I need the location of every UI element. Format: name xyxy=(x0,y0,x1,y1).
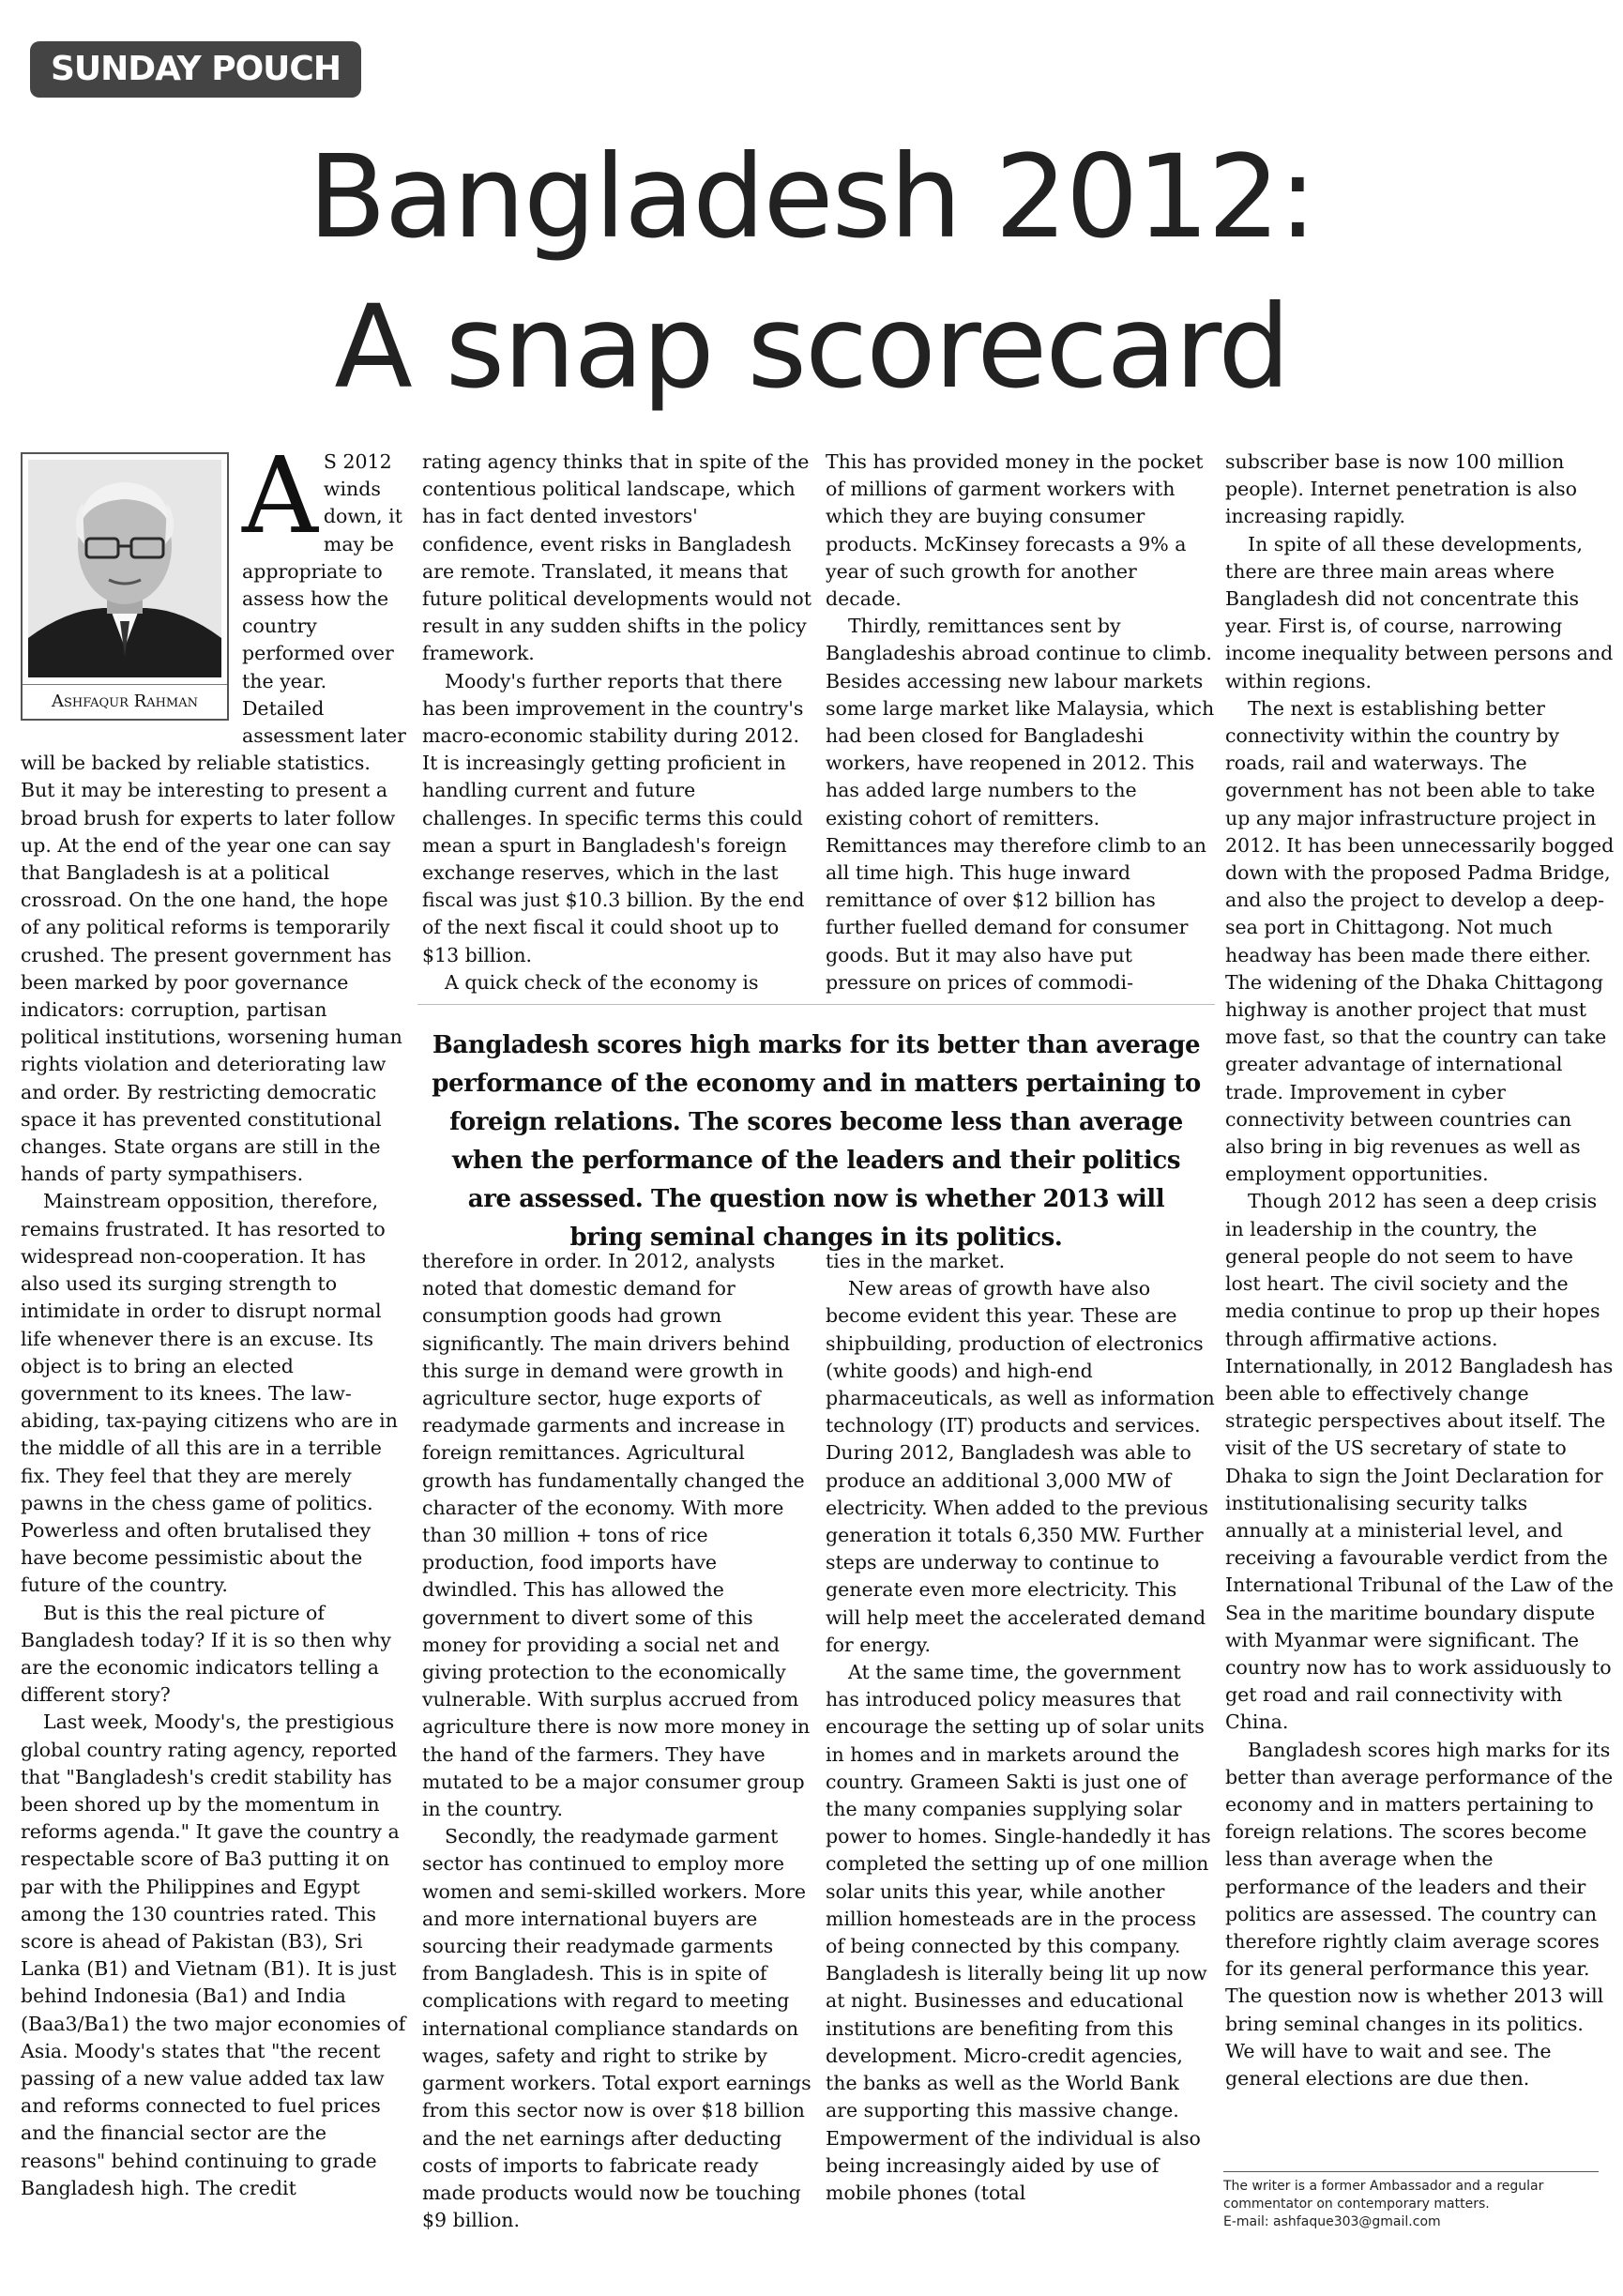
paragraph: therefore in order. In 2012, analysts noted that domestic demand for consumption goods had grown significantly. The main drivers behind this surge in demand were growth in agriculture sector, huge exports of readymade garments and increase in foreign remittances. Agricultural growth has fundamentally changed the character of the economy. With more than 30 million + tons of rice production, food imports have dwindled. This has allowed the government to divert some of this money for providing a social net and giving protection to the economically vulnerable. With surplus accrued from agriculture there is now more money in the hand of the farmers. They have mutated to be a major consumer group in the country. xyxy=(422,1250,811,1821)
paragraph: ties in the market. xyxy=(826,1250,1006,1272)
author-portrait-image xyxy=(28,460,221,677)
footnote-email: E-mail: ashfaque303@gmail.com xyxy=(1223,2214,1441,2229)
column-1 xyxy=(21,449,410,2259)
paragraph: A quick check of the economy is xyxy=(445,970,759,994)
column-4 xyxy=(1225,449,1615,2166)
column-3-bottom xyxy=(826,1248,1215,2261)
column-2-top xyxy=(422,449,812,998)
paragraph: subscriber base is now 100 million people). Internet penetration is also increasing rapidly. xyxy=(1225,450,1577,528)
paragraph: Though 2012 has seen a deep crisis in leadership in the country, the general people do not seem to have lost heart. The civil society and the media continue to prop up their hopes through affirmative actions. Internationally, in 2012 Bangladesh has been able to effectively change strategic perspectives about itself. The visit of the US secretary of state to Dhaka to sign the Joint Declaration for institutionalising security talks annually at a ministerial level, and receiving a favourable verdict from the International Tribunal of the Law of the Sea in the maritime boundary dispute with Myanmar were significant. The country now has to work assiduously to get road and rail connectivity with China. xyxy=(1225,1190,1614,1734)
paragraph: Moody's further reports that there has been improvement in the country's macro-economic stability during 2012. It is increasingly getting proficient in handling current and future challenges. In specific terms this could mean a spurt in Bangladesh's foreign exchange reserves, which in the last fiscal was just $10.3 billion. By the end of the next fiscal it could shoot up to $13 billion. xyxy=(422,669,805,966)
paragraph: S 2012 winds down, it may be appropriate to assess how the country performed over the year. Detailed assessment later will be backed by reliable statistics. But it may be interesting to present a broad brush for experts to later follow up. At the end of the year one can say that Bangladesh is at a political crossroad. On the one hand, the hope of any political reforms is temporarily crushed. The present government has been marked by poor governance indicators: corruption, partisan political institutions, worsening human rights violation and deteriorating law and order. By restricting democratic space it has prevented constitutional changes. State organs are still in the hands of party sympathisers. xyxy=(21,450,406,1186)
author-photo-box xyxy=(21,452,229,721)
pullquote-rule xyxy=(417,1004,1215,1005)
paragraph: rating agency thinks that in spite of the contentious political landscape, which has in fact dented investors' confidence, event risks in Bangladesh are remote. Translated, it means that future political developments would not result in any sudden shifts in the policy framework. xyxy=(422,450,812,665)
section-tag: SUNDAY POUCH xyxy=(30,41,361,98)
headline-line-1: Bangladesh 2012: xyxy=(308,130,1315,264)
paragraph: Mainstream opposition, therefore, remains frustrated. It has resorted to widespread non-cooperation. It has also used its surging strength to intimidate in order to disrupt normal life whenever there is an excuse. Its object is to bring an elected government to its knees. The law-abiding, tax-paying citizens who are in the middle of all this are in a terrible fix. They feel that they are merely pawns in the chess game of politics. Powerless and often brutalised they have become pessimistic about the future of the country. xyxy=(21,1190,398,1597)
author-footnote xyxy=(1223,2171,1599,2231)
author-portrait xyxy=(28,460,221,677)
paragraph: Thirdly, remittances sent by Bangladeshis abroad continue to climb. Besides accessing new labour markets some large market like Malaysia, which had been closed for Bangladeshi workers, have reopened in 2012. This has added large numbers to the existing cohort of remitters. Remittances may therefore climb to an all time high. This huge inward remittance of over $12 billion has further fuelled demand for consumer goods. But it may also have put pressure on prices of commodi- xyxy=(826,615,1215,994)
pull-quote: Bangladesh scores high marks for its better than average performance of the economy and in matters pertaining to foreign relations. The scores become less than average when the performance of the leaders and their politics are assessed. The question now is whether 2013 will bring seminal changes in its politics. xyxy=(432,1031,1201,1252)
paragraph: New areas of growth have also become evident this year. These are shipbuilding, production of electronics (white goods) and high-end pharmaceuticals, as well as information technology (IT) products and services. During 2012, Bangladesh was able to produce an additional 3,000 MW of electricity. When added to the previous generation it totals 6,350 MW. Further steps are underway to continue to generate even more electricity. This will help meet the accelerated demand for energy. xyxy=(826,1277,1215,1656)
author-name: Ashfaqur Rahman xyxy=(23,684,227,719)
column-3-top xyxy=(826,449,1215,998)
footnote-line: The writer is a former Ambassador and a regular xyxy=(1223,2179,1544,2194)
column-2-bottom xyxy=(422,1248,812,2261)
paragraph: Last week, Moody's, the prestigious global country rating agency, reported that "Bangladesh's credit stability has been shored up by the momentum in reforms agenda." It gave the country a respectable score of Ba3 putting it on par with the Philippines and Egypt among the 130 countries rated. This score is ahead of Pakistan (B3), Sri Lanka (B1) and Vietnam (B1). It is just behind Indonesia (Ba1) and India (Baa3/Ba1) the two major economies of Asia. Moody's states that "the recent passing of a new value added tax law and reforms connected to fuel prices and the financial sector are the reasons" behind continuing to grade Bangladesh high. The credit xyxy=(21,1711,406,2199)
headline-line-2: A snap scorecard xyxy=(334,281,1289,414)
drop-cap: A xyxy=(242,449,318,557)
paragraph: At the same time, the government has introduced policy measures that encourage the setting up of solar units in homes and in markets around the country. Grameen Sakti is just one of the many companies supplying solar power to homes. Single-handedly it has completed the setting up of one million solar units this year, while another million homesteads are in the process of being connected by this company. Bangladesh is literally being lit up now at night. Businesses and educational institutions are benefiting from this development. Micro-credit agencies, the banks as well as the World Bank are supporting this massive change. Empowerment of the individual is also being increasingly aided by use of mobile phones (total xyxy=(826,1661,1211,2204)
paragraph: Secondly, the readymade garment sector has continued to employ more women and semi-skilled workers. More and more international buyers are sourcing their readymade garments from Bangladesh. This is in spite of complications with regard to meeting international compliance standards on wages, safety and right to strike by garment workers. Total export earnings from this sector now is over $18 billion and the net earnings after deducting costs of imports to fabricate ready made products would now be touching $9 billion. xyxy=(422,1825,812,2232)
paragraph: But is this the real picture of Bangladesh today? If it is so then why are the economic indicators telling a different story? xyxy=(21,1601,392,1707)
paragraph: This has provided money in the pocket of millions of garment workers with which they are buying consumer products. McKinsey forecasts a 9% a year of such growth for another decade. xyxy=(826,450,1204,611)
paragraph: In spite of all these developments, there are three main areas where Bangladesh did not concentrate this year. First is, of course, narrowing income inequality between persons and within regions. xyxy=(1225,532,1614,692)
paragraph: The next is establishing better connectivity within the country by roads, rail and waterways. The government has not been able to take up any major infrastructure project in 2012. It has been unnecessarily bogged down with the proposed Padma Bridge, and also the project to develop a deep- sea port in Chittagong. Not much headway has been made there either. The widening of the Dhaka Chittagong highway is another project that must move fast, so that the country can take greater advantage of international trade. Improvement in cyber connectivity between countries can also bring in big revenues as well as employment opportunities. xyxy=(1225,696,1615,1186)
footnote-line: commentator on contemporary matters. xyxy=(1223,2197,1490,2212)
paragraph: Bangladesh scores high marks for its better than average performance of the economy and in matters pertaining to foreign relations. The scores become less than average when the performance of the leaders and their politics are assessed. The country can therefore rightly claim average scores for its general performance this year. The question now is whether 2013 will bring seminal changes in its politics. We will have to wait and see. The general elections are due then. xyxy=(1225,1738,1614,2090)
